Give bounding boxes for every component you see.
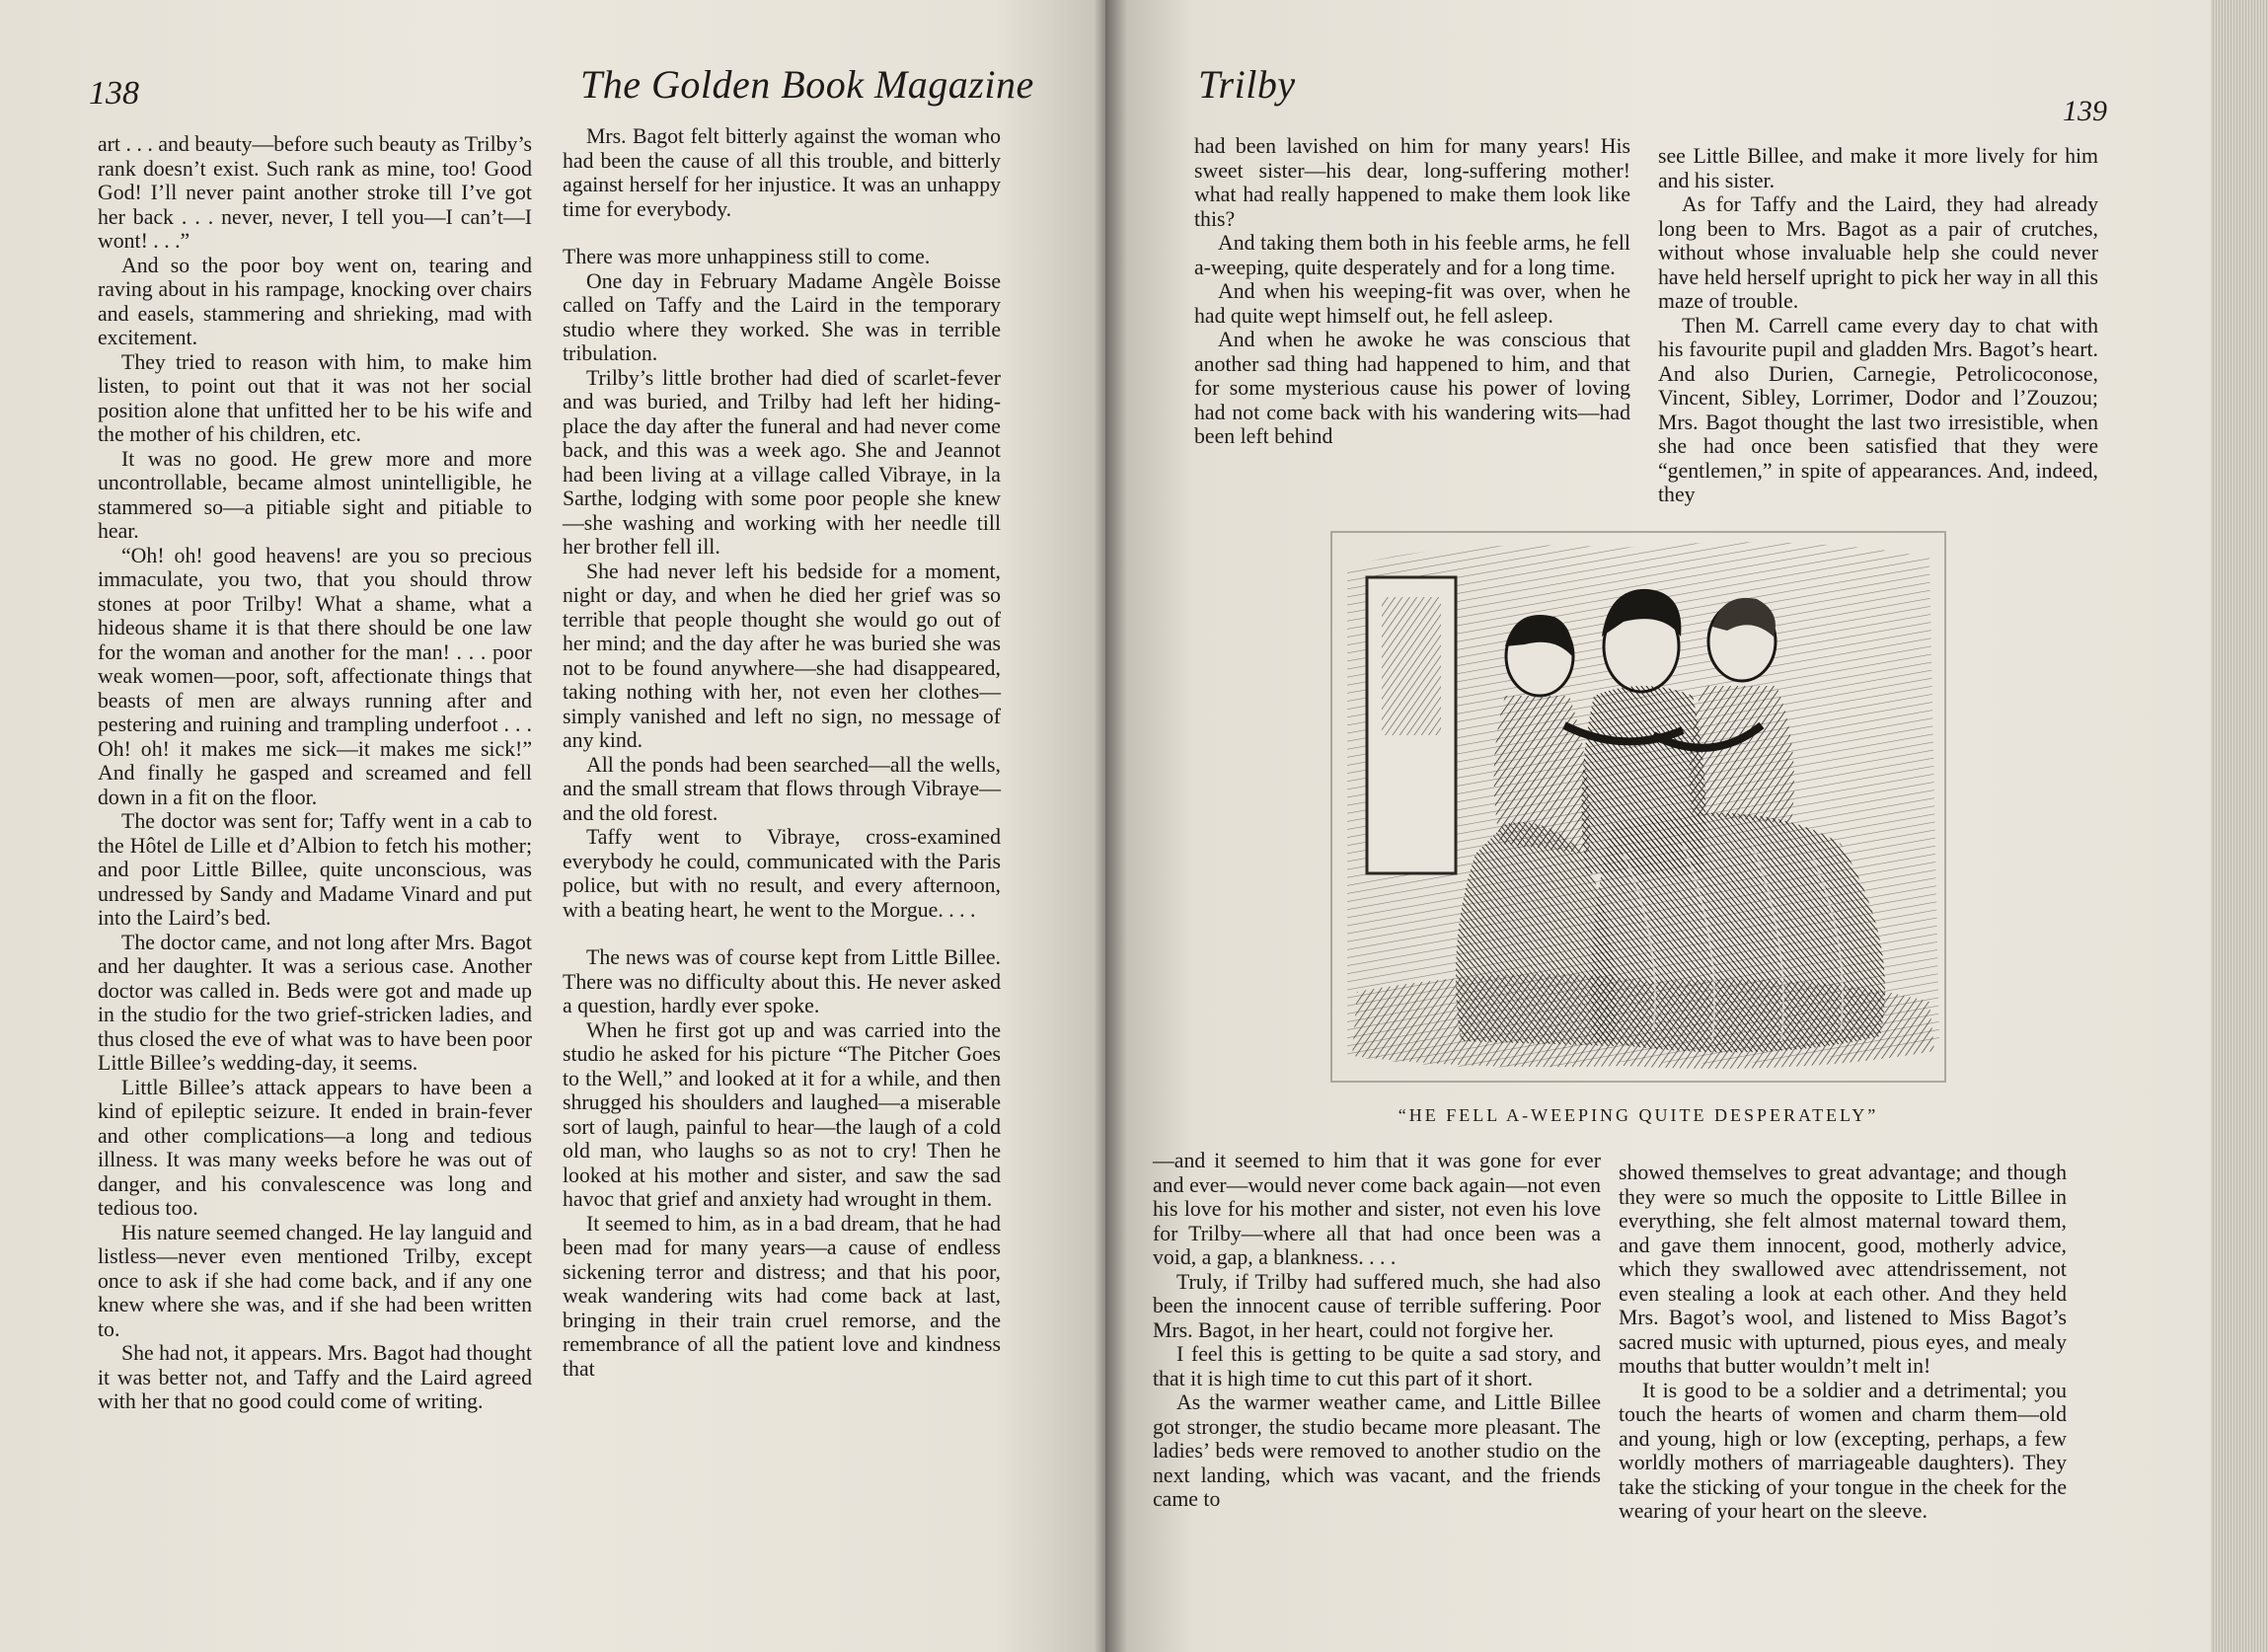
paragraph: His nature seemed changed. He lay languid and listless—never even mentioned Trilby, except once to ask if she had come back, and if any one knew where she was, and if she had been written to. <box>98 1220 532 1341</box>
paragraph: It is good to be a soldier and a detrimental; you touch the hearts of women and charm them—old and young, high or low (excepting, perhaps, a few worldly mothers of marriageable daughters). They take the sticking of your tongue in the cheek for the wearing of your heart on the sleeve. <box>1619 1378 2067 1523</box>
illustration-caption: “HE FELL A-WEEPING QUITE DESPERATELY” <box>1398 1105 1879 1125</box>
paragraph: And when he awoke he was conscious that another sad thing had happened to him, and that for some mysterious cause his power of loving had not come back with his wandering wits—had been left behind <box>1194 328 1630 448</box>
left-page <box>0 0 1105 1652</box>
paragraph: As the warmer weather came, and Little Billee got stronger, the studio became more pleasant. The ladies’ beds were removed to another studio on the next landing, which was vacant, and the friends came to <box>1153 1390 1601 1511</box>
paragraph: It was no good. He grew more and more uncontrollable, became almost unintelligible, he stammered so—a pitiable sight and pitiable to hear. <box>98 446 532 543</box>
paragraph: I feel this is getting to be quite a sad story, and that it is high time to cut this part of it short. <box>1153 1342 1601 1390</box>
paragraph: As for Taffy and the Laird, they had already long been to Mrs. Bagot as a pair of crutches, without whose invaluable help she could never have held herself upright to pick her way in all this maze of trouble. <box>1658 192 2098 313</box>
paragraph: Mrs. Bagot felt bitterly against the woman who had been the cause of all this trouble, and bitterly against herself for her injustice. It was an unhappy time for everybody. <box>563 124 1001 221</box>
paragraph: When he first got up and was carried into the studio he asked for his picture “The Pitcher Goes to the Well,” and looked at it for a while, and then shrugged his shoulders and laughed—a miserable sort of laugh, painful to hear—the laugh of a cold old man, who laughs so as not to cry! Then he looked at his mother and sister, and saw the sad havoc that grief and anxiety had wrought in them. <box>563 1017 1001 1211</box>
running-head-left: The Golden Book Magazine <box>580 62 1034 107</box>
paragraph: —and it seemed to him that it was gone for ever and ever—would never come back again—not even his love for his mother and sister, not even his love for Trilby—where all that had once been was a void, a gap, a blankness. . . . <box>1153 1149 1601 1269</box>
engraving-drawing <box>1327 528 1949 1086</box>
column-2 <box>563 124 1001 1381</box>
paragraph: The doctor came, and not long after Mrs. Bagot and her daughter. It was a serious case. Another doctor was called in. Beds were got and made up in the studio for the two grief-stricken ladies, and thus closed the eve of what was to have been poor Little Billee’s wedding-day, it seems. <box>98 930 532 1075</box>
paragraph: Trilby’s little brother had died of scarlet-fever and was buried, and Trilby had left her hiding-place the day after the funeral and had never come back, and this was a week ago. She and Jeannot had been living at a village called Vibraye, in la Sarthe, lodging with some poor people she knew—she washing and working with her needle till her brother fell ill. <box>563 365 1001 559</box>
column-4-top <box>1658 144 2098 507</box>
paragraph: And taking them both in his feeble arms, he fell a-weeping, quite desperately and for a long time. <box>1194 231 1630 279</box>
paragraph: The news was of course kept from Little Billee. There was no difficulty about this. He never asked a question, hardly ever spoke. <box>563 945 1001 1017</box>
paragraph: Little Billee’s attack appears to have been a kind of epileptic seizure. It ended in brain-fever and other complications—a long and tedious illness. It was many weeks before he was out of danger, and his convalescence was long and tedious too. <box>98 1075 532 1220</box>
paragraph: They tried to reason with him, to make him listen, to point out that it was not her social position alone that unfitted her to be his wife and the mother of his children, etc. <box>98 349 532 446</box>
paragraph: The doctor was sent for; Taffy went in a cab to the Hôtel de Lille et d’Albion to fetch his mother; and poor Little Billee, quite unconscious, was undressed by Sandy and Madame Vinard and put into the Laird’s bed. <box>98 809 532 930</box>
paragraph: had been lavished on him for many years! His sweet sister—his dear, long-suffering mother! what had really happened to make them look like this? <box>1194 134 1630 231</box>
column-1 <box>98 132 532 1414</box>
paragraph: One day in February Madame Angèle Boisse called on Taffy and the Laird in the temporary studio where they worked. She was in terrible tribulation. <box>563 268 1001 365</box>
paragraph: All the ponds had been searched—all the wells, and the small stream that flows through Vibraye—and the old forest. <box>563 752 1001 825</box>
paragraph: It seemed to him, as in a bad dream, that he had been mad for many years—a cause of endless sickening terror and distress; and that his poor, weak wandering wits had come back at last, bringing in their train cruel remorse, and the remembrance of all the patient love and kindness that <box>563 1211 1001 1381</box>
column-3-top <box>1194 134 1630 449</box>
page-number-left: 138 <box>89 75 139 112</box>
page-number-right: 139 <box>2063 95 2107 127</box>
paragraph: Truly, if Trilby had suffered much, she had also been the innocent cause of terrible suffering. Poor Mrs. Bagot, in her heart, could not forgive her. <box>1153 1269 1601 1342</box>
paragraph: There was more unhappiness still to come. <box>563 245 931 268</box>
paragraph: She had not, it appears. Mrs. Bagot had thought it was better not, and Taffy and the Laird agreed with her that no good could come of writing. <box>98 1341 532 1413</box>
paragraph: And so the poor boy went on, tearing and raving about in his rampage, knocking over chairs and easels, stammering and shrieking, mad with excitement. <box>98 253 532 349</box>
page-edges <box>2211 0 2268 1652</box>
paragraph: She had never left his bedside for a moment, night or day, and when he died her grief was so terrible that people thought she would go out of her mind; and the day after he was buried she was not to be found anywhere—she had disappeared, taking nothing with her, not even her clothes—simply vanished and left no sign, no message of any kind. <box>563 559 1001 752</box>
running-head-right: Trilby <box>1198 62 1296 107</box>
paragraph: see Little Billee, and make it more lively for him and his sister. <box>1658 144 2098 192</box>
paragraph: Then M. Carrell came every day to chat with his favourite pupil and gladden Mrs. Bagot’s heart. And also Durien, Carnegie, Petrolicoconose, Vincent, Sibley, Lorrimer, Dodor and l’Zouzou; Mrs. Bagot thought the last two irresistible, when she had once been satisfied that they were “gentlemen,” in spite of appearances. And, indeed, they <box>1658 313 2098 506</box>
engraving-illustration <box>1327 528 1949 1086</box>
column-3-bottom <box>1153 1149 1601 1512</box>
paragraph: “Oh! oh! good heavens! are you so precious immaculate, you two, that you should throw stones at poor Trilby! What a shame, what a hideous shame it is that there should be one law for the woman and another for the man! . . . poor weak women—poor, soft, affectionate things that beasts of men are always running after and pestering and ruining and trampling underfoot . . . Oh! oh! it makes me sick—it makes me sick!” And finally he gasped and screamed and fell down in a fit on the floor. <box>98 543 532 809</box>
column-4-bottom <box>1619 1161 2067 1524</box>
paragraph: Taffy went to Vibraye, cross-examined everybody he could, communicated with the Paris police, but with no result, and every afternoon, with a beating heart, he went to the Morgue. . . . <box>563 825 1001 922</box>
paragraph: art . . . and beauty—before such beauty as Trilby’s rank doesn’t exist. Such rank as mine, too! Good God! I’ll never paint another stroke till I’ve got her back . . . never, never, I tell you—I can’t—I wont! . . .” <box>98 132 532 253</box>
paragraph: And when his weeping-fit was over, when he had quite wept himself out, he fell asleep. <box>1194 279 1630 328</box>
paragraph: showed themselves to great advantage; and though they were so much the opposite to Little Billee in everything, she felt almost maternal toward them, and gave them innocent, good, motherly advice, which they swallowed avec attendrissement, not even stealing a look at each other. And they held Mrs. Bagot’s wool, and listened to Miss Bagot’s sacred music with upturned, pious eyes, and mealy mouths that butter wouldn’t melt in! <box>1619 1161 2067 1378</box>
